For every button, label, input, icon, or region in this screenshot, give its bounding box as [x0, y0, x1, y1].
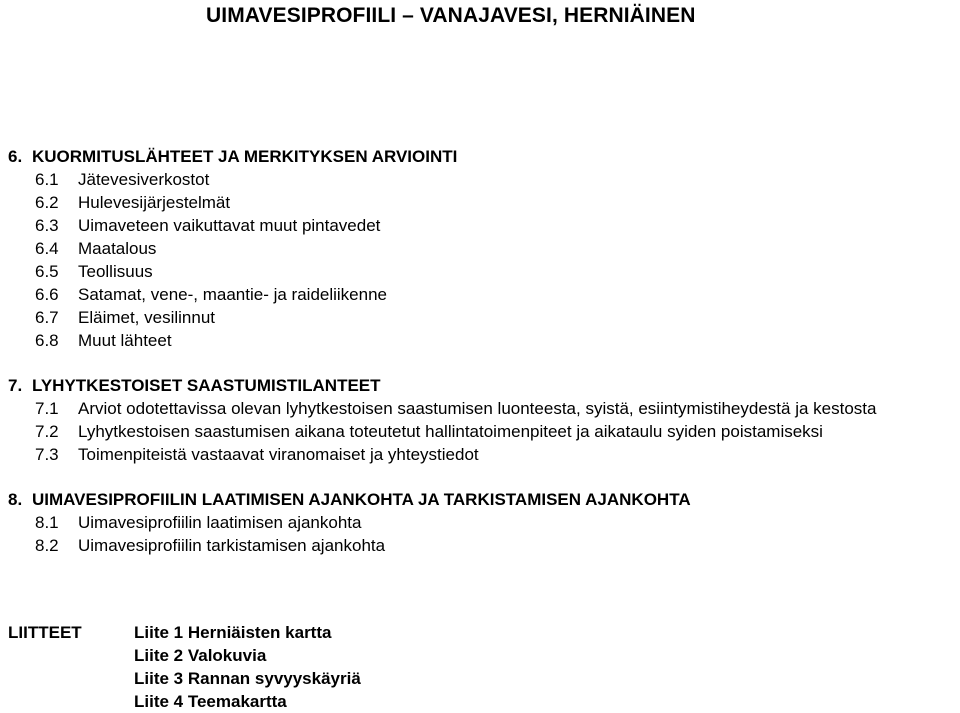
- item-text: Teollisuus: [78, 262, 153, 281]
- item-number: 6.1: [35, 170, 59, 189]
- toc-section-6: [8, 145, 953, 352]
- toc-item: [8, 511, 953, 534]
- item-text: Lyhytkestoisen saastumisen aikana toteutetut hallintatoimenpiteet ja aikataulu syiden poistamiseksi: [78, 422, 823, 441]
- item-number: 7.3: [35, 445, 59, 464]
- item-text: Maatalous: [78, 239, 157, 258]
- section-title: KUORMITUSLÄHTEET JA MERKITYKSEN ARVIOINTI: [32, 147, 458, 166]
- item-text: Eläimet, vesilinnut: [78, 308, 216, 327]
- toc-item: [8, 443, 953, 466]
- toc-item: [8, 214, 953, 237]
- toc-item: [8, 191, 953, 214]
- appendix-list: [8, 621, 361, 713]
- section-title: UIMAVESIPROFIILIN LAATIMISEN AJANKOHTA JA TARKISTAMISEN AJANKOHTA: [32, 490, 691, 509]
- section-heading: [8, 374, 953, 397]
- item-number: 6.3: [35, 216, 59, 235]
- item-text: Satamat, vene-, maantie- ja raideliikenne: [78, 285, 387, 304]
- item-number: 8.1: [35, 513, 59, 532]
- section-number: 7.: [8, 376, 23, 395]
- toc-item: [8, 237, 953, 260]
- toc-section-8: [8, 488, 953, 557]
- appendix-item: Liite 4 Teemakartta: [134, 692, 287, 711]
- toc-section-7: [8, 374, 953, 466]
- item-text: Uimavesiprofiilin laatimisen ajankohta: [78, 513, 362, 532]
- appendix-item: Liite 2 Valokuvia: [134, 646, 267, 665]
- section-heading: [8, 488, 953, 511]
- item-number: 7.2: [35, 422, 59, 441]
- toc-item: [8, 329, 953, 352]
- section-title: LYHYTKESTOISET SAASTUMISTILANTEET: [32, 376, 381, 395]
- item-text: Muut lähteet: [78, 331, 172, 350]
- page-title: UIMAVESIPROFIILI – VANAJAVESI, HERNIÄINEN: [206, 4, 696, 27]
- section-number: 6.: [8, 147, 23, 166]
- item-text: Jätevesiverkostot: [78, 170, 210, 189]
- section-number: 8.: [8, 490, 23, 509]
- toc-item: [8, 168, 953, 191]
- item-text: Uimaveteen vaikuttavat muut pintavedet: [78, 216, 381, 235]
- toc-item: [8, 397, 953, 420]
- toc-item: [8, 283, 953, 306]
- item-number: 6.2: [35, 193, 59, 212]
- toc-item: [8, 534, 953, 557]
- item-text: Arviot odotettavissa olevan lyhytkestoisen saastumisen luonteesta, syistä, esiintymistiheydestä ja kestosta: [78, 399, 877, 418]
- section-heading: [8, 145, 953, 168]
- appendix-items: [134, 621, 361, 713]
- item-number: 6.4: [35, 239, 59, 258]
- item-text: Uimavesiprofiilin tarkistamisen ajankohta: [78, 536, 386, 555]
- item-text: Hulevesijärjestelmät: [78, 193, 231, 212]
- toc-item: [8, 420, 953, 443]
- appendix-label: LIITTEET: [8, 623, 82, 642]
- item-number: 6.6: [35, 285, 59, 304]
- item-number: 6.7: [35, 308, 59, 327]
- item-number: 6.5: [35, 262, 59, 281]
- toc-item: [8, 306, 953, 329]
- item-number: 6.8: [35, 331, 59, 350]
- item-text: Toimenpiteistä vastaavat viranomaiset ja yhteystiedot: [78, 445, 479, 464]
- table-of-contents: [8, 145, 953, 557]
- appendix-item: Liite 1 Herniäisten kartta: [134, 623, 332, 642]
- item-number: 7.1: [35, 399, 59, 418]
- item-number: 8.2: [35, 536, 59, 555]
- appendix-item: Liite 3 Rannan syvyyskäyriä: [134, 669, 361, 688]
- toc-item: [8, 260, 953, 283]
